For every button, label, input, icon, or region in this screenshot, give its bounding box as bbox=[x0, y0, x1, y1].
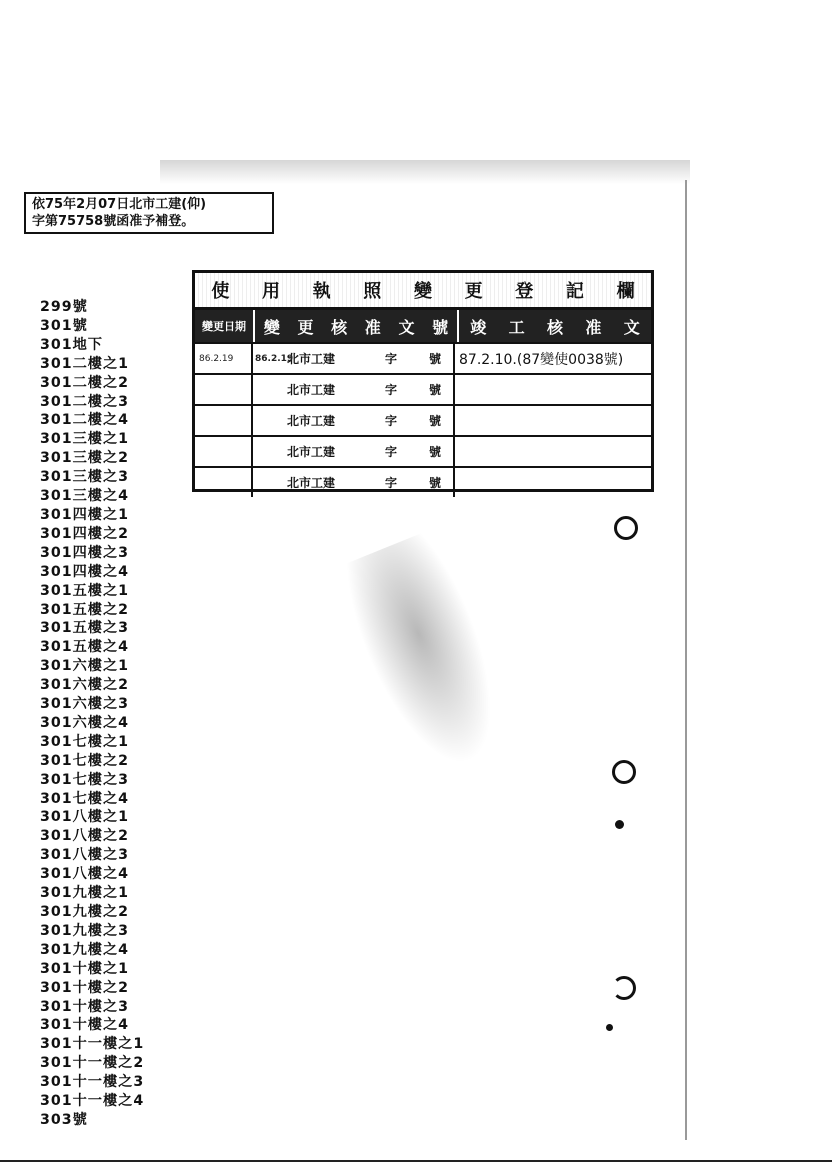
change-register-table bbox=[192, 270, 654, 492]
row-approval-zi: 字 bbox=[384, 445, 397, 459]
header-char: 號 bbox=[432, 317, 449, 337]
row-approval-hao: 號 bbox=[428, 383, 441, 397]
row-approval-hao: 號 bbox=[428, 445, 441, 459]
address-item: 301八樓之4 bbox=[40, 866, 130, 883]
register-title-char: 更 bbox=[464, 281, 483, 302]
register-row bbox=[195, 344, 651, 375]
address-item: 301六樓之3 bbox=[40, 696, 130, 713]
row-change-date bbox=[195, 406, 253, 435]
row-completion-approval: 87.2.10.(87變使0038號) bbox=[459, 351, 624, 368]
header-approval-number bbox=[255, 310, 459, 342]
address-item: 301五樓之4 bbox=[40, 639, 130, 656]
address-list bbox=[40, 298, 190, 1130]
row-approval-number bbox=[253, 468, 455, 497]
header-change-date: 變更日期 bbox=[195, 310, 255, 342]
register-title-char: 欄 bbox=[616, 281, 635, 302]
address-item: 301三樓之4 bbox=[40, 488, 130, 505]
address-item: 301十樓之2 bbox=[40, 979, 130, 996]
address-item: 301十一樓之1 bbox=[40, 1036, 145, 1053]
address-item: 303號 bbox=[40, 1111, 88, 1128]
header-char: 更 bbox=[297, 317, 314, 337]
address-item: 301三樓之2 bbox=[40, 450, 130, 467]
header-char: 變 bbox=[263, 317, 280, 337]
address-item: 301二樓之1 bbox=[40, 355, 130, 372]
register-title-char: 使 bbox=[211, 281, 230, 302]
row-approval-zi: 字 bbox=[384, 476, 397, 490]
row-approval-number bbox=[253, 375, 455, 404]
row-change-date bbox=[195, 375, 253, 404]
register-row bbox=[195, 468, 651, 497]
punch-hole-mark bbox=[612, 976, 636, 1000]
address-item: 301九樓之3 bbox=[40, 922, 130, 939]
stamp-line-1: 依75年2月07日北市工建(仰) bbox=[32, 197, 207, 212]
register-row bbox=[195, 406, 651, 437]
row-completion-approval bbox=[455, 375, 651, 404]
row-change-date bbox=[195, 437, 253, 466]
header-char: 文 bbox=[398, 317, 415, 337]
address-item: 301六樓之1 bbox=[40, 658, 130, 675]
address-item: 301二樓之3 bbox=[40, 393, 130, 410]
address-item: 301四樓之1 bbox=[40, 506, 130, 523]
address-item: 301八樓之1 bbox=[40, 809, 130, 826]
address-item: 301十樓之1 bbox=[40, 960, 130, 977]
address-item: 301十一樓之4 bbox=[40, 1093, 145, 1110]
row-approval-city: 北市工建 bbox=[287, 476, 336, 490]
header-char: 准 bbox=[585, 317, 602, 337]
register-title-char: 執 bbox=[312, 281, 331, 302]
row-change-date: 86.2.19 bbox=[195, 344, 253, 373]
page-edge bbox=[685, 180, 693, 1140]
address-item: 301號 bbox=[40, 317, 88, 334]
row-approval-number bbox=[253, 406, 455, 435]
header-char: 准 bbox=[364, 317, 381, 337]
row-approval-hao: 號 bbox=[428, 352, 441, 366]
register-title-char: 登 bbox=[515, 281, 534, 302]
address-item: 301六樓之4 bbox=[40, 714, 130, 731]
row-approval-hao: 號 bbox=[428, 414, 441, 428]
address-item: 301十樓之3 bbox=[40, 998, 130, 1015]
address-item: 301九樓之4 bbox=[40, 941, 130, 958]
row-completion-approval bbox=[455, 437, 651, 466]
register-title-char: 記 bbox=[565, 281, 584, 302]
address-item: 301地下 bbox=[40, 336, 103, 353]
address-item: 301八樓之2 bbox=[40, 828, 130, 845]
address-item: 301三樓之3 bbox=[40, 469, 130, 486]
row-completion-approval bbox=[455, 406, 651, 435]
register-header-row bbox=[195, 310, 651, 344]
address-item: 301七樓之1 bbox=[40, 733, 130, 750]
punch-hole-mark bbox=[612, 760, 636, 784]
row-approval-city: 北市工建 bbox=[287, 383, 336, 397]
row-approval-date: 86.2.19 bbox=[255, 353, 294, 364]
bottom-rule bbox=[0, 1160, 832, 1162]
address-item: 301十樓之4 bbox=[40, 1017, 130, 1034]
punch-hole-mark bbox=[614, 516, 638, 540]
address-item: 301八樓之3 bbox=[40, 847, 130, 864]
scan-smudge bbox=[333, 528, 521, 782]
register-rows bbox=[195, 344, 651, 497]
address-item: 301九樓之2 bbox=[40, 904, 130, 920]
header-char: 核 bbox=[546, 317, 563, 337]
address-item: 301七樓之4 bbox=[40, 790, 130, 807]
scan-speck bbox=[606, 1024, 613, 1031]
stamp-line-2: 字第75758號函准予補登。 bbox=[32, 214, 195, 229]
address-item: 301五樓之3 bbox=[40, 620, 130, 637]
register-title-char: 照 bbox=[363, 281, 382, 302]
address-item: 301五樓之2 bbox=[40, 601, 130, 618]
register-row bbox=[195, 375, 651, 406]
address-item: 301六樓之2 bbox=[40, 677, 130, 694]
supplement-stamp bbox=[24, 192, 274, 234]
scan-speck bbox=[615, 820, 624, 829]
header-char: 文 bbox=[623, 317, 640, 337]
register-title-char: 用 bbox=[261, 281, 280, 302]
address-item: 301三樓之1 bbox=[40, 431, 130, 448]
address-item: 301四樓之4 bbox=[40, 563, 130, 580]
register-title-char: 變 bbox=[413, 281, 432, 302]
address-item: 301二樓之2 bbox=[40, 374, 130, 391]
row-approval-city: 北市工建 bbox=[287, 445, 336, 459]
header-char: 竣 bbox=[470, 317, 487, 337]
scan-shadow bbox=[160, 160, 690, 184]
address-item: 301十一樓之3 bbox=[40, 1074, 145, 1091]
row-approval-city: 北市工建 bbox=[287, 414, 336, 428]
row-approval-number bbox=[253, 344, 455, 373]
header-completion-approval bbox=[459, 310, 651, 342]
row-approval-zi: 字 bbox=[384, 414, 397, 428]
address-item: 299號 bbox=[40, 299, 88, 315]
address-item: 301九樓之1 bbox=[40, 885, 130, 902]
address-item: 301十一樓之2 bbox=[40, 1055, 145, 1072]
row-completion-approval bbox=[455, 468, 651, 497]
row-approval-zi: 字 bbox=[384, 383, 397, 397]
address-item: 301五樓之1 bbox=[40, 582, 130, 599]
row-approval-hao: 號 bbox=[428, 476, 441, 490]
row-approval-city: 北市工建 bbox=[287, 352, 336, 366]
header-char: 工 bbox=[508, 317, 525, 337]
address-item: 301四樓之2 bbox=[40, 525, 130, 542]
row-change-date bbox=[195, 468, 253, 497]
address-item: 301二樓之4 bbox=[40, 412, 130, 429]
address-item: 301七樓之3 bbox=[40, 771, 130, 788]
address-item: 301四樓之3 bbox=[40, 544, 130, 561]
address-item: 301七樓之2 bbox=[40, 752, 130, 769]
header-char: 核 bbox=[331, 317, 348, 337]
register-title bbox=[195, 273, 651, 310]
register-row bbox=[195, 437, 651, 468]
row-approval-number bbox=[253, 437, 455, 466]
row-approval-zi: 字 bbox=[384, 352, 397, 366]
